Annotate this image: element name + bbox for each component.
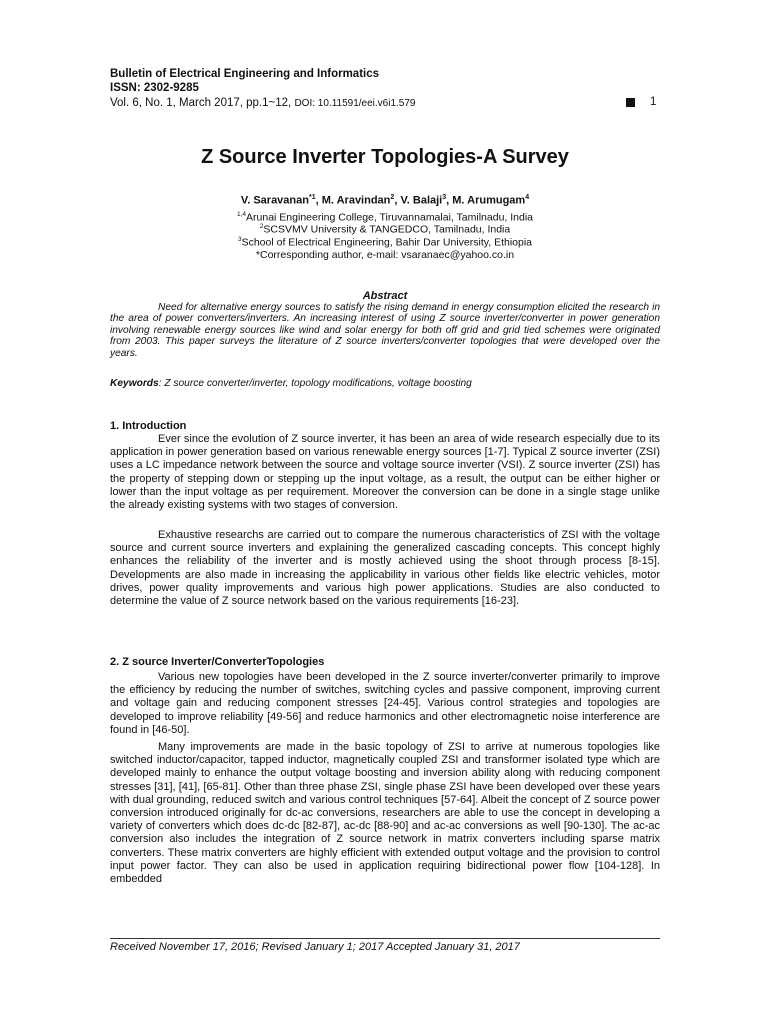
page-number: 1 [650,96,657,108]
author-name: M. Aravindan [321,194,391,207]
affiliation [110,211,660,224]
author-list [110,194,660,207]
section-heading: 2. Z source Inverter/ConverterTopologies [110,656,325,668]
keywords-text: : Z source converter/inverter, topology modifications, voltage boosting [158,378,472,389]
corresponding-author: *Corresponding author, e-mail: vsaranaec@yahoo.co.in [255,249,515,261]
affiliation [110,223,660,236]
doi-text: DOI: 10.11591/eei.v6i1.579 [294,98,416,109]
footer-divider [110,938,660,939]
affiliation-mark: 3 [237,236,242,243]
affiliation [110,236,660,249]
abstract-heading: Abstract [362,290,408,302]
keywords-label: Keywords [110,378,159,389]
journal-name: Bulletin of Electrical Engineering and Informatics [110,68,380,80]
affiliation-text: SCSVMV University & TANGEDCO, Tamilnadu, India [263,223,511,236]
header-square-icon [626,98,635,107]
author-name: V. Balaji [400,194,443,207]
body-paragraph: Various new topologies have been developed in the Z source inverter/converter primarily to improve the efficiency by reducing the number of switches, switching cycles and passive component, improving current and voltage gain and reducing component stresses [24-45]. Various control strategies and topologies are developed to improve reliability [49-56] and reduce harmonics and other electromagnetic noise interference are found in [46-50]. [110,671,660,736]
body-paragraph: Ever since the evolution of Z source inverter, it has been an area of wide research especially due to its application in power generation based on various renewable energy sources [1-7]. Typical Z source inverter (ZSI) uses a LC impedance network between the source and voltage source inverter (VSI). Z source inverter (ZSI) has the property of stepping down or stepping up the input voltage, as a result, the output can be either higher or lower than the input voltage as per requirement. Moreover the conversion can be done in a single stage unlike the already existing systems with two stages of conversion. [110,433,660,512]
paper-title: Z Source Inverter Topologies-A Survey [201,146,569,168]
keywords [110,378,660,389]
author-separator: , [446,194,453,207]
journal-volume [110,97,415,109]
author-mark: 3 [442,194,447,201]
author-name: V. Saravanan [240,194,309,207]
received-dates: Received November 17, 2016; Revised January 1; 2017 Accepted January 31, 2017 [110,941,520,953]
author-mark: 4 [525,194,530,201]
affiliation-text: School of Electrical Engineering, Bahir Dar University, Ethiopia [241,236,533,249]
author-mark: *1 [308,194,316,201]
volume-text: Vol. 6, No. 1, March 2017, pp.1~12, [110,97,295,109]
author-name: M. Arumugam [452,194,526,207]
body-paragraph: Exhaustive researchs are carried out to compare the numerous characteristics of ZSI with the voltage source and current source inverters and explaining the generalized cascading concepts. This concept highly enhances the reliability of the inverter and is mostly achieved using the shoot through process [8-15]. Developments are also made in increasing the applicability in various other fields like electric vehicles, motor drives, power quality improvements and various high power applications. Studies are also conducted to determine the value of Z source network based on the various requirements [16-23]. [110,529,660,608]
abstract-text: Need for alternative energy sources to satisfy the rising demand in energy consumption elicited the research in the area of power converters/inverters. An increasing interest of using Z source inverter/converter in power generation involving renewable energy sources like wind and solar energy for both off grid and grid tied schemes were originated from 2003. This paper surveys the literature of Z source inverters/converter topologies that were developed over the years. [110,302,660,359]
affiliation-mark: 2 [259,223,264,230]
journal-issn: ISSN: 2302-9285 [110,82,199,94]
body-paragraph: Many improvements are made in the basic topology of ZSI to arrive at numerous topologies like switched inductor/capacitor, tapped inductor, magnetically coupled ZSI and transformer isolated type which are developed mainly to enhance the output voltage boosting and inversion ability along with reducing component stresses [31], [41], [65-81]. Other than three phase ZSI, single phase ZSI have been developed over these years with dual grounding, reduced switch and various control techniques [57-64]. Albeit the concept of Z source power conversion introduced originally for dc-ac conversions, researchers are able to use the concept in developing a variety of converters which does dc-dc [82-87], ac-dc [88-90] and ac-ac conversions as well [90-130]. The ac-ac conversion also includes the integration of Z source network in matrix converters including sparse matrix converters. These matrix converters are highly efficient with extended output voltage and the provision to control input power factor. They can also be used in application requiring bidirectional power flow [104-128]. In embedded [110,741,660,886]
author-mark: 2 [390,194,395,201]
author-separator: , [315,194,322,207]
affiliation-text: Arunai Engineering College, Tiruvannamalai, Tamilnadu, India [246,211,534,224]
affiliation-mark: 1,4 [236,211,247,218]
section-heading: 1. Introduction [110,420,187,432]
author-separator: , [394,194,401,207]
